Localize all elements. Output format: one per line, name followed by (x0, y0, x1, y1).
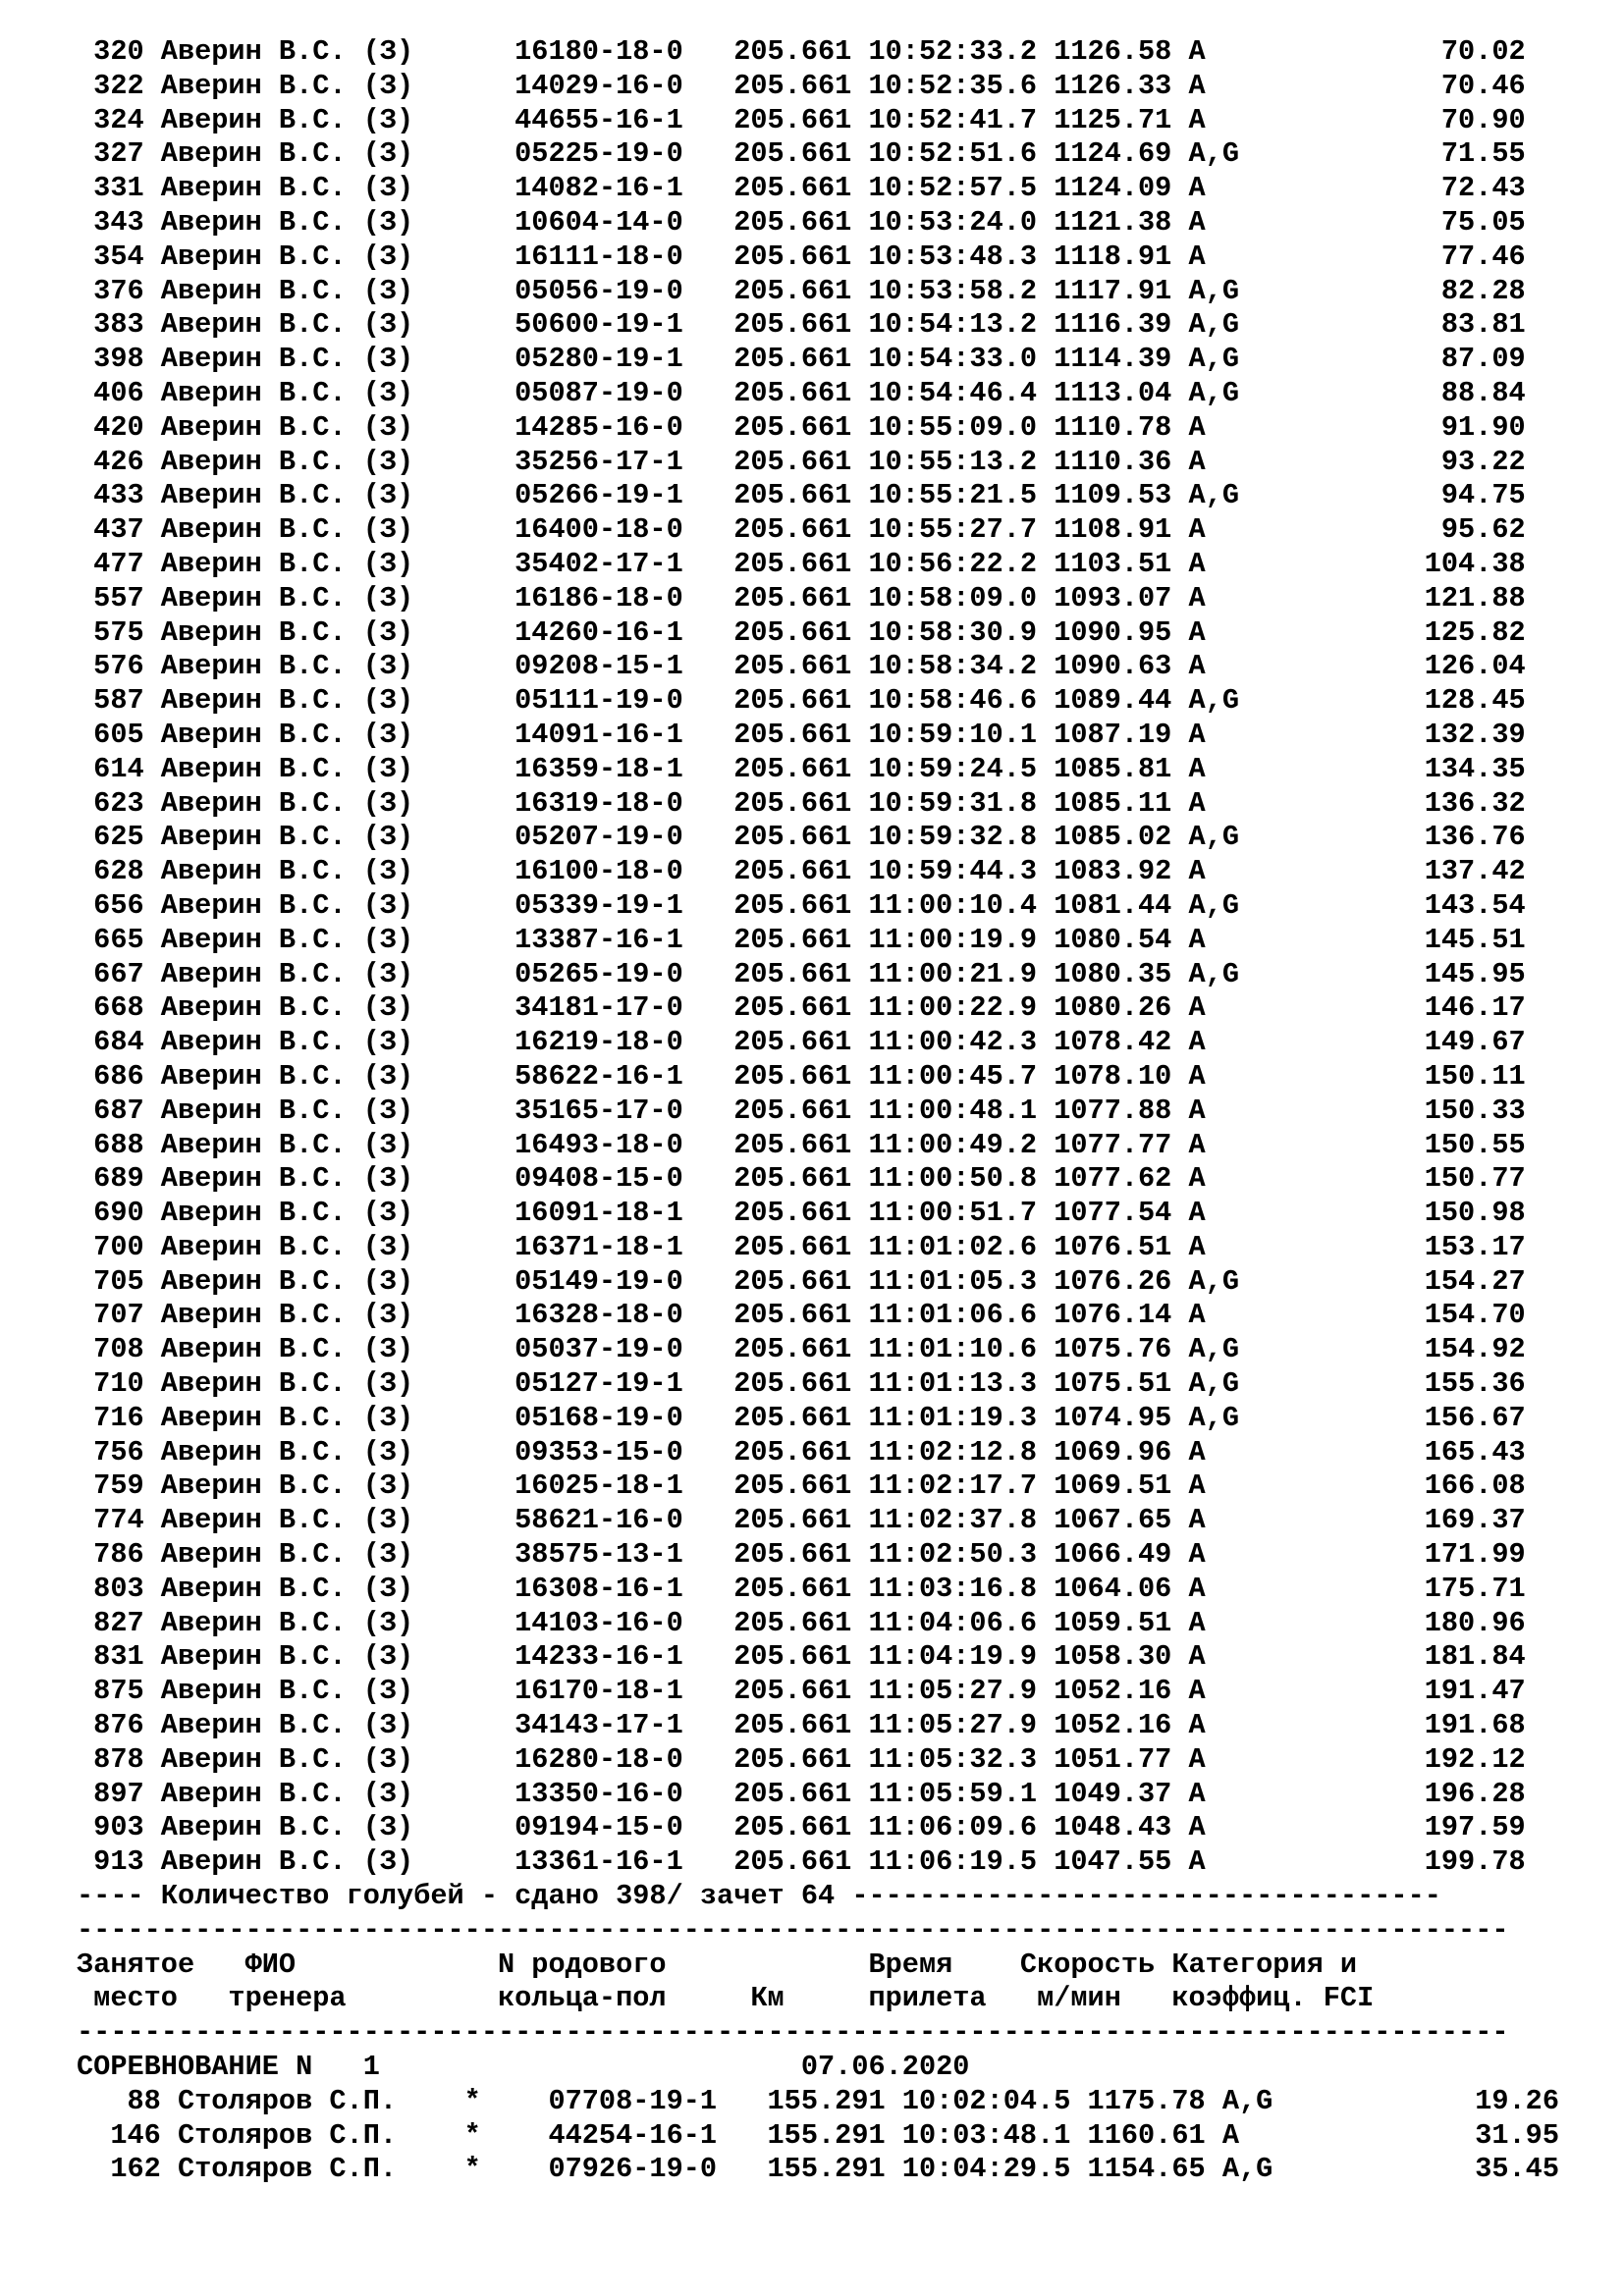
table-row: 146 Столяров С.П. * 44254-16-1 155.291 10:03:48.1 1160.61 A 31.95 (77, 2118, 1559, 2152)
table-row: 331 Аверин В.С. (З) 14082-16-1 205.661 10:52:57.5 1124.09 A 72.43 (77, 172, 1526, 205)
table-row: 354 Аверин В.С. (З) 16111-18-0 205.661 10:53:48.3 1118.91 A 77.46 (77, 240, 1526, 273)
table-row: 557 Аверин В.С. (З) 16186-18-0 205.661 10:58:09.0 1093.07 A 121.88 (77, 581, 1526, 614)
table-row: 668 Аверин В.С. (З) 34181-17-0 205.661 11:00:22.9 1080.26 A 146.17 (77, 991, 1526, 1025)
table-row: 913 Аверин В.С. (З) 13361-16-1 205.661 11:06:19.5 1047.55 A 199.78 (77, 1845, 1526, 1879)
table-row: 716 Аверин В.С. (З) 05168-19-0 205.661 11:01:19.3 1074.95 A,G 156.67 (77, 1401, 1526, 1434)
table-row: 786 Аверин В.С. (З) 38575-13-1 205.661 11:02:50.3 1066.49 A 171.99 (77, 1538, 1526, 1572)
results-report (77, 35, 1569, 2187)
table-row: 398 Аверин В.С. (З) 05280-19-1 205.661 10:54:33.0 1114.39 A,G 87.09 (77, 343, 1526, 376)
table-row: 162 Столяров С.П. * 07926-19-0 155.291 10:04:29.5 1154.65 A,G 35.45 (77, 2153, 1559, 2186)
table-row: 759 Аверин В.С. (З) 16025-18-1 205.661 11:02:17.7 1069.51 A 166.08 (77, 1469, 1526, 1503)
table-row: 575 Аверин В.С. (З) 14260-16-1 205.661 10:58:30.9 1090.95 A 125.82 (77, 615, 1526, 649)
table-row: 803 Аверин В.С. (З) 16308-16-1 205.661 11:03:16.8 1064.06 A 175.71 (77, 1572, 1526, 1605)
table-row: 831 Аверин В.С. (З) 14233-16-1 205.661 11:04:19.9 1058.30 A 181.84 (77, 1640, 1526, 1674)
table-row: 437 Аверин В.С. (З) 16400-18-0 205.661 10:55:27.7 1108.91 A 95.62 (77, 513, 1526, 547)
table-row: 628 Аверин В.С. (З) 16100-18-0 205.661 10:59:44.3 1083.92 A 137.42 (77, 855, 1526, 888)
table-row: 665 Аверин В.С. (З) 13387-16-1 205.661 11:00:19.9 1080.54 A 145.51 (77, 923, 1526, 956)
table-row: 705 Аверин В.С. (З) 05149-19-0 205.661 11:01:05.3 1076.26 A,G 154.27 (77, 1264, 1526, 1298)
table-row: 576 Аверин В.С. (З) 09208-15-1 205.661 10:58:34.2 1090.63 A 126.04 (77, 650, 1526, 683)
table-row: 756 Аверин В.С. (З) 09353-15-0 205.661 11:02:12.8 1069.96 A 165.43 (77, 1435, 1526, 1468)
results-list-stolyarov (77, 2085, 1569, 2187)
competition-heading: СОРЕВНОВАНИЕ N 1 07.06.2020 (77, 2051, 970, 2084)
table-row: 875 Аверин В.С. (З) 16170-18-1 205.661 11:05:27.9 1052.16 A 191.47 (77, 1675, 1526, 1708)
table-row: 903 Аверин В.С. (З) 09194-15-0 205.661 11:06:09.6 1048.43 A 197.59 (77, 1811, 1526, 1844)
table-row: 707 Аверин В.С. (З) 16328-18-0 205.661 11:01:06.6 1076.14 A 154.70 (77, 1299, 1526, 1332)
table-row: 343 Аверин В.С. (З) 10604-14-0 205.661 10:53:24.0 1121.38 A 75.05 (77, 205, 1526, 239)
table-row: 708 Аверин В.С. (З) 05037-19-0 205.661 11:01:10.6 1075.76 A,G 154.92 (77, 1333, 1526, 1366)
table-row: 774 Аверин В.С. (З) 58621-16-0 205.661 11:02:37.8 1067.65 A 169.37 (77, 1504, 1526, 1537)
table-row: 383 Аверин В.С. (З) 50600-19-1 205.661 10:54:13.2 1116.39 A,G 83.81 (77, 308, 1526, 342)
table-row: 623 Аверин В.С. (З) 16319-18-0 205.661 10:59:31.8 1085.11 A 136.32 (77, 786, 1526, 820)
table-row: 614 Аверин В.С. (З) 16359-18-1 205.661 10:59:24.5 1085.81 A 134.35 (77, 752, 1526, 785)
table-row: 710 Аверин В.С. (З) 05127-19-1 205.661 11:01:13.3 1075.51 A,G 155.36 (77, 1367, 1526, 1401)
separator-line: ------------------------------------------------------------------------------------- (77, 2016, 1509, 2050)
table-row: 689 Аверин В.С. (З) 09408-15-0 205.661 11:00:50.8 1077.62 A 150.77 (77, 1162, 1526, 1196)
table-row: 327 Аверин В.С. (З) 05225-19-0 205.661 10:52:51.6 1124.69 A,G 71.55 (77, 137, 1526, 171)
table-row: 420 Аверин В.С. (З) 14285-16-0 205.661 10:55:09.0 1110.78 A 91.90 (77, 410, 1526, 444)
table-header-row-1: Занятое ФИО N родового Время Скорость Категория и (77, 1948, 1358, 1981)
table-row: 690 Аверин В.С. (З) 16091-18-1 205.661 11:00:51.7 1077.54 A 150.98 (77, 1197, 1526, 1230)
table-row: 688 Аверин В.С. (З) 16493-18-0 205.661 11:00:49.2 1077.77 A 150.55 (77, 1128, 1526, 1161)
table-row: 426 Аверин В.С. (З) 35256-17-1 205.661 10:55:13.2 1110.36 A 93.22 (77, 445, 1526, 478)
table-row: 625 Аверин В.С. (З) 05207-19-0 205.661 10:59:32.8 1085.02 A,G 136.76 (77, 821, 1526, 854)
table-row: 656 Аверин В.С. (З) 05339-19-1 205.661 11:00:10.4 1081.44 A,G 143.54 (77, 888, 1526, 922)
table-row: 320 Аверин В.С. (З) 16180-18-0 205.661 10:52:33.2 1126.58 A 70.02 (77, 35, 1526, 68)
table-row: 684 Аверин В.С. (З) 16219-18-0 205.661 11:00:42.3 1078.42 A 149.67 (77, 1026, 1526, 1059)
results-list-averin (77, 35, 1569, 1880)
table-row: 587 Аверин В.С. (З) 05111-19-0 205.661 10:58:46.6 1089.44 A,G 128.45 (77, 684, 1526, 718)
table-row: 876 Аверин В.С. (З) 34143-17-1 205.661 11:05:27.9 1052.16 A 191.68 (77, 1709, 1526, 1742)
table-row: 827 Аверин В.С. (З) 14103-16-0 205.661 11:04:06.6 1059.51 A 180.96 (77, 1606, 1526, 1639)
table-header-row-2: место тренера кольца-пол Км прилета м/мин коэффиц. FCI (77, 1982, 1375, 2015)
pigeon-count-summary: ---- Количество голубей - сдано 398/ зачет 64 ----------------------------------- (77, 1880, 1441, 1913)
table-row: 605 Аверин В.С. (З) 14091-16-1 205.661 10:59:10.1 1087.19 A 132.39 (77, 718, 1526, 751)
table-row: 433 Аверин В.С. (З) 05266-19-1 205.661 10:55:21.5 1109.53 A,G 94.75 (77, 479, 1526, 512)
table-row: 322 Аверин В.С. (З) 14029-16-0 205.661 10:52:35.6 1126.33 A 70.46 (77, 69, 1526, 102)
table-row: 406 Аверин В.С. (З) 05087-19-0 205.661 10:54:46.4 1113.04 A,G 88.84 (77, 376, 1526, 409)
table-row: 700 Аверин В.С. (З) 16371-18-1 205.661 11:01:02.6 1076.51 A 153.17 (77, 1230, 1526, 1263)
table-row: 686 Аверин В.С. (З) 58622-16-1 205.661 11:00:45.7 1078.10 A 150.11 (77, 1059, 1526, 1093)
table-row: 878 Аверин В.С. (З) 16280-18-0 205.661 11:05:32.3 1051.77 A 192.12 (77, 1742, 1526, 1776)
table-row: 897 Аверин В.С. (З) 13350-16-0 205.661 11:05:59.1 1049.37 A 196.28 (77, 1777, 1526, 1810)
separator-line: ------------------------------------------------------------------------------------- (77, 1913, 1509, 1947)
table-row: 667 Аверин В.С. (З) 05265-19-0 205.661 11:00:21.9 1080.35 A,G 145.95 (77, 957, 1526, 990)
table-row: 687 Аверин В.С. (З) 35165-17-0 205.661 11:00:48.1 1077.88 A 150.33 (77, 1094, 1526, 1127)
table-row: 324 Аверин В.С. (З) 44655-16-1 205.661 10:52:41.7 1125.71 A 70.90 (77, 103, 1526, 136)
table-row: 477 Аверин В.С. (З) 35402-17-1 205.661 10:56:22.2 1103.51 A 104.38 (77, 547, 1526, 580)
table-row: 376 Аверин В.С. (З) 05056-19-0 205.661 10:53:58.2 1117.91 A,G 82.28 (77, 274, 1526, 307)
table-row: 88 Столяров С.П. * 07708-19-1 155.291 10:02:04.5 1175.78 A,G 19.26 (77, 2084, 1559, 2117)
